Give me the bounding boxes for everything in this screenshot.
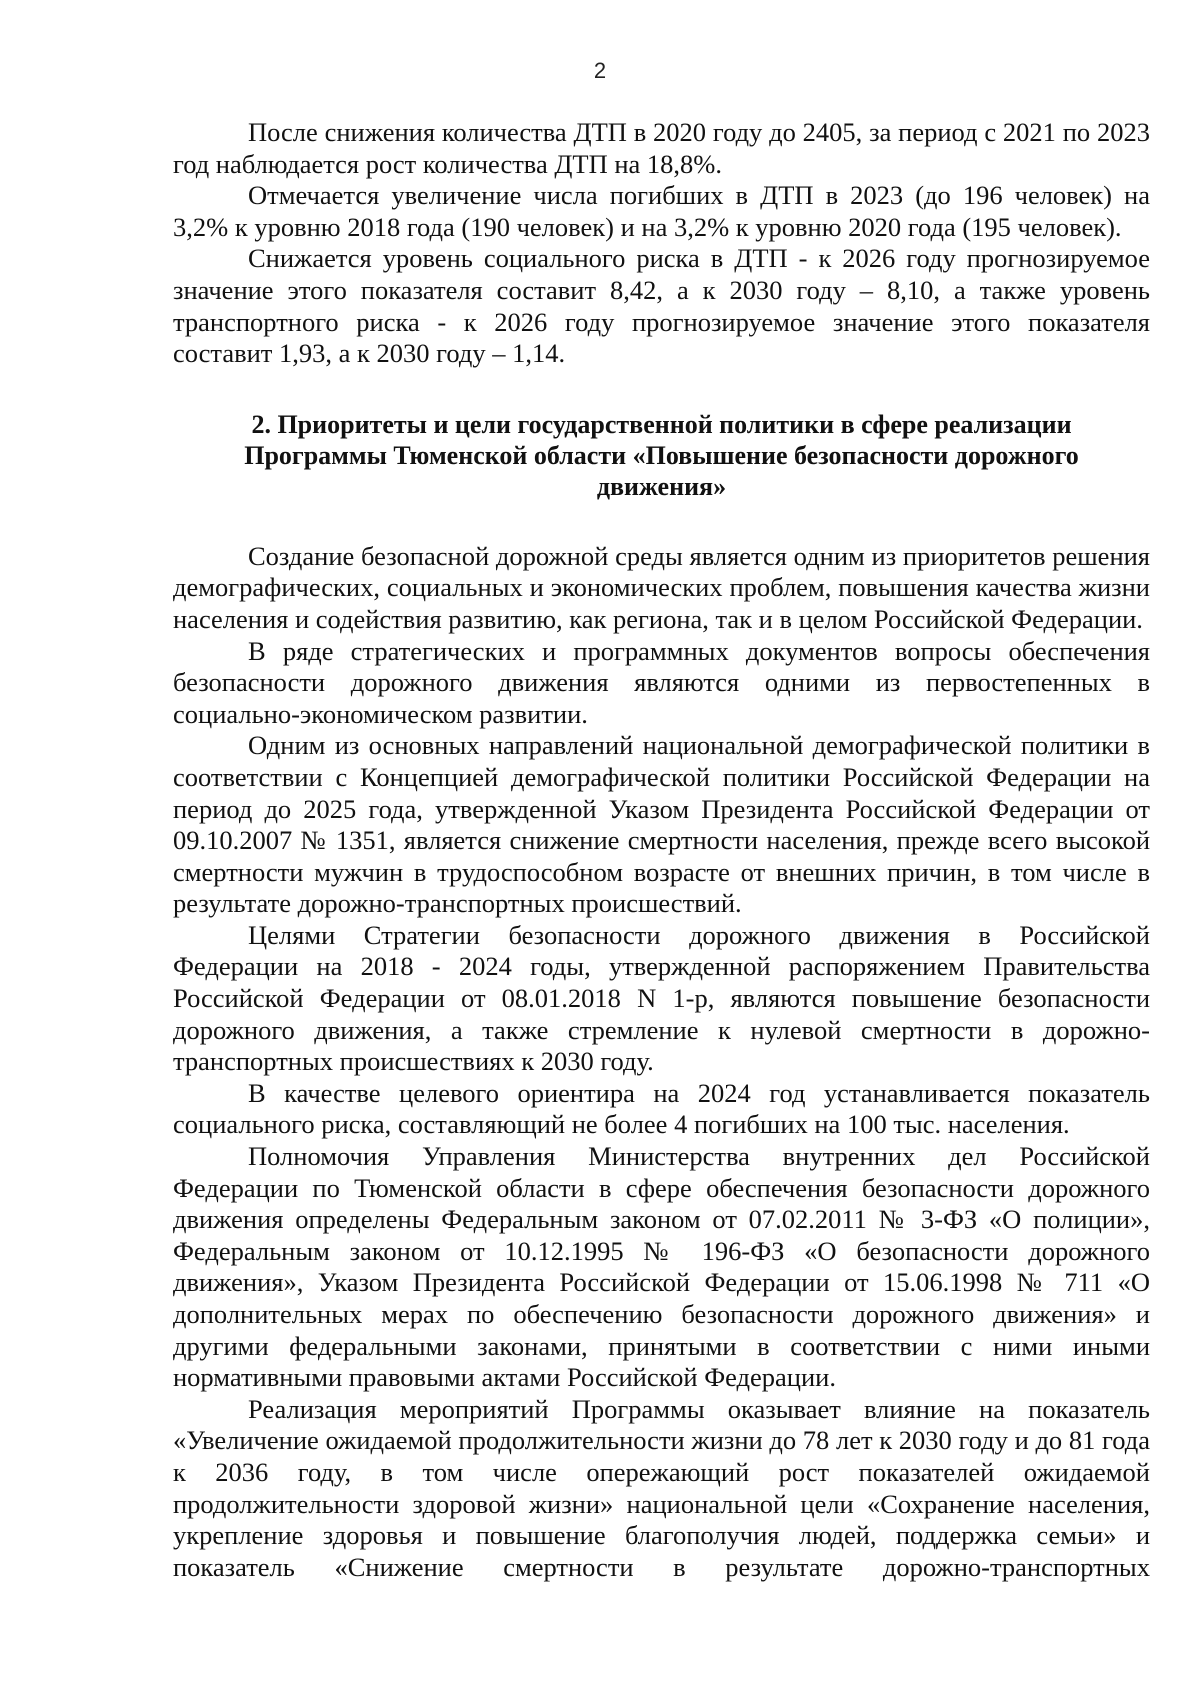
paragraph-target-2024: В качестве целевого ориентира на 2024 год устанавливается показатель социального риска, составляющий не более 4 погибших на 100 тыс. населения. <box>173 1077 1150 1140</box>
paragraph-safe-environment: Создание безопасной дорожной среды является одним из приоритетов решения демографических, социальных и экономических проблем, повышения качества жизни населения и содействия развитию, как региона, так и в целом Российской Федерации. <box>173 540 1150 634</box>
page-number: 2 <box>593 58 607 83</box>
paragraph-program-impact: Реализация мероприятий Программы оказывает влияние на показатель «Увеличение ожидаемой продолжительности жизни до 78 лет к 2030 году и до 81 года к 2036 году, в том числе опережающий рост показателей ожидаемой продолжительности здоровой жизни» национальной цели «Сохранение населения, укрепление здоровья и повышение благополучия людей, поддержка семьи» и показатель «Снижение смертности в результате дорожно-транспортных <box>173 1393 1150 1582</box>
paragraph-mvd-authority: Полномочия Управления Министерства внутренних дел Российской Федерации по Тюменской области в сфере обеспечения безопасности дорожного движения определены Федеральным законом от 07.02.2011 № 3-ФЗ «О полиции», Федеральным законом от 10.12.1995 № 196-ФЗ «О безопасности дорожного движения», Указом Президента Российской Федерации от 15.06.1998 № 711 «О дополнительных мерах по обеспечению безопасности дорожного движения» и другими федеральными законами, принятыми в соответствии с ними иными нормативными правовыми актами Российской Федерации. <box>173 1141 1150 1393</box>
section-heading: 2. Приоритеты и цели государственной политики в сфере реализации Программы Тюменской области «Повышение безопасности дорожного движения» <box>244 409 1079 501</box>
page-content <box>173 117 1150 1583</box>
paragraph-demographic-policy: Одним из основных направлений национальной демографической политики в соответствии с Концепцией демографической политики Российской Федерации на период до 2025 года, утвержденной Указом Президента Российской Федерации от 09.10.2007 № 1351, является снижение смертности населения, прежде всего высокой смертности мужчин в трудоспособном возрасте от внешних причин, в том числе в результате дорожно-транспортных происшествий. <box>173 730 1150 919</box>
paragraph-dtp-count: После снижения количества ДТП в 2020 году до 2405, за период с 2021 по 2023 год наблюдается рост количества ДТП на 18,8%. <box>173 117 1150 179</box>
paragraph-strategy-goals: Целями Стратегии безопасности дорожного движения в Российской Федерации на 2018 - 2024 годы, утвержденной распоряжением Правительства Российской Федерации от 08.01.2018 N 1-р, являются повышение безопасности дорожного движения, а также стремление к нулевой смертности в дорожно-транспортных происшествиях к 2030 году. <box>173 919 1150 1077</box>
paragraph-fatalities: Отмечается увеличение числа погибших в ДТП в 2023 (до 196 человек) на 3,2% к уровню 2018 года (190 человек) и на 3,2% к уровню 2020 года (195 человек). <box>173 180 1150 242</box>
paragraph-strategic-documents: В ряде стратегических и программных документов вопросы обеспечения безопасности дорожного движения являются одними из первостепенных в социально-экономическом развитии. <box>173 635 1150 729</box>
paragraph-risk-forecast: Снижается уровень социального риска в ДТП - к 2026 году прогнозируемое значение этого показателя составит 8,42, а к 2030 году – 8,10, а также уровень транспортного риска - к 2026 году прогнозируемое значение этого показателя составит 1,93, а к 2030 году – 1,14. <box>173 243 1150 369</box>
